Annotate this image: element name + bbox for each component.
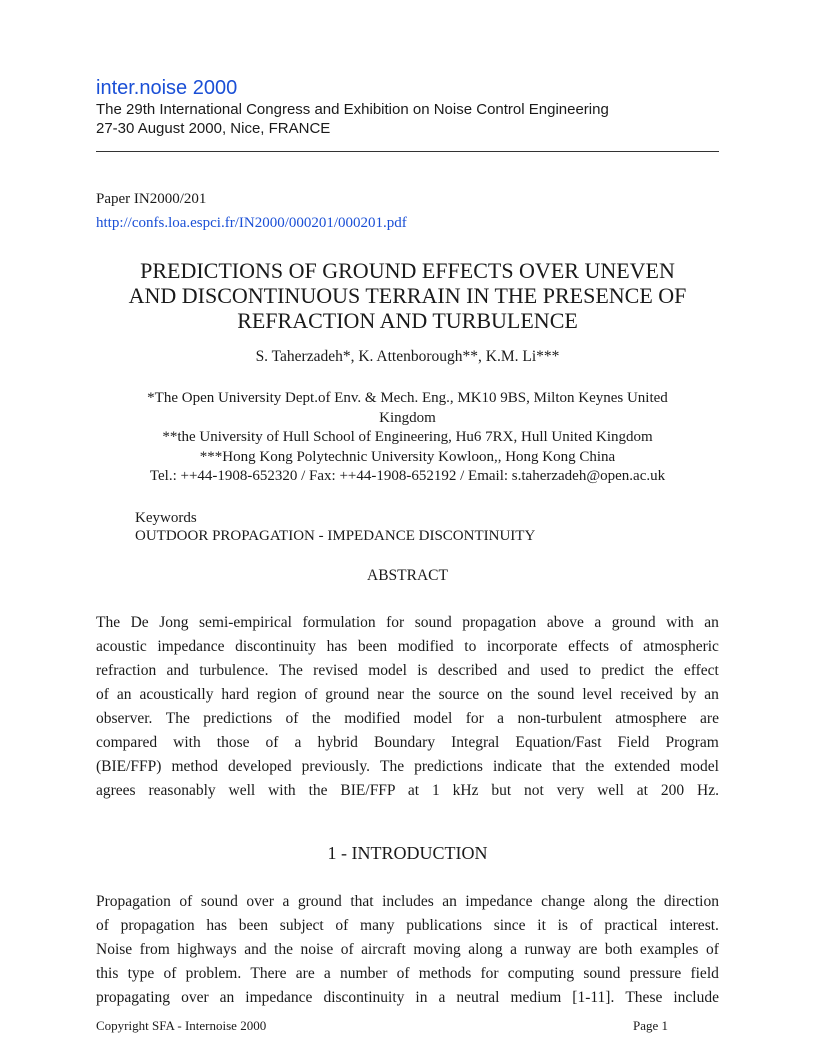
word: of <box>340 941 354 958</box>
word: Boundary <box>373 734 436 751</box>
word: the <box>311 710 331 727</box>
footer-page-number: Page 1 <box>632 1018 668 1033</box>
word: noise <box>300 941 334 958</box>
word: [1-11]. <box>572 989 615 1006</box>
word: method <box>171 758 218 775</box>
word: The <box>96 614 121 631</box>
title-line: PREDICTIONS OF GROUND EFFECTS OVER UNEVEN <box>140 258 675 283</box>
word: been <box>357 638 388 655</box>
word: and <box>166 662 189 679</box>
abstract-line: agrees reasonably well with the BIE/FFP at 1 kHz but not very well at 200 Hz. <box>96 782 719 799</box>
word: includes <box>382 893 434 910</box>
word: that <box>552 758 576 775</box>
conference-date-location: 27-30 August 2000, Nice, FRANCE <box>96 120 331 137</box>
word: along <box>593 893 628 910</box>
intro-line <box>96 914 719 938</box>
word: and <box>244 941 267 958</box>
word: field <box>690 965 719 982</box>
word: of <box>619 638 633 655</box>
word: turbulence. <box>199 662 269 679</box>
paper-url-link[interactable]: http://confs.loa.espci.fr/IN2000/000201/000201.pdf <box>96 215 407 231</box>
keywords-value: OUTDOOR PROPAGATION - IMPEDANCE DISCONTINUITY <box>135 528 536 544</box>
word: methods <box>418 965 472 982</box>
word: computing <box>507 965 575 982</box>
word: Jong <box>159 614 189 631</box>
word: a <box>438 989 446 1006</box>
word: is <box>417 662 428 679</box>
word: are <box>578 941 598 958</box>
affiliation-line: Tel.: ++44-1908-652320 / Fax: ++44-1908-652192 / Email: s.taherzadeh@open.ac.uk <box>149 468 666 484</box>
word: There <box>250 965 287 982</box>
word: model <box>413 710 453 727</box>
word: of <box>579 917 593 934</box>
word: has <box>326 638 348 655</box>
word: many <box>360 917 395 934</box>
word: neutral <box>456 989 500 1006</box>
word: The <box>379 758 405 775</box>
word: predictions <box>203 710 273 727</box>
word: above <box>546 614 584 631</box>
word: to <box>464 638 477 655</box>
word: of <box>96 686 109 703</box>
word: developed <box>227 758 292 775</box>
word: revised <box>313 662 358 679</box>
word: received <box>620 686 673 703</box>
word: change <box>541 893 585 910</box>
word: indicate <box>492 758 543 775</box>
word: previously. <box>301 758 370 775</box>
word: extended <box>614 758 671 775</box>
word: with <box>666 614 694 631</box>
word: medium <box>510 989 562 1006</box>
word: source <box>438 686 480 703</box>
word: aircraft <box>361 941 406 958</box>
word: discontinuity <box>235 638 317 655</box>
authors: S. Taherzadeh*, K. Attenborough**, K.M. Li*** <box>255 348 560 365</box>
word: incorporate <box>486 638 558 655</box>
word: problem. <box>185 965 242 982</box>
footer-copyright: Copyright SFA - Internoise 2000 <box>96 1018 267 1033</box>
word: effect <box>683 662 719 679</box>
word: to <box>578 662 591 679</box>
word: propagation <box>120 917 195 934</box>
word: moving <box>413 941 461 958</box>
word: impedance <box>157 638 225 655</box>
word: the <box>636 893 656 910</box>
word: sound <box>414 614 452 631</box>
word: that <box>350 893 374 910</box>
word: hard <box>221 686 249 703</box>
word: sound <box>583 965 621 982</box>
word: on <box>487 686 503 703</box>
word: and <box>507 662 530 679</box>
word: are <box>700 710 719 727</box>
word: is <box>557 917 568 934</box>
word: number <box>340 965 388 982</box>
word: formulation <box>302 614 376 631</box>
word: since <box>493 917 526 934</box>
header-divider <box>96 151 719 152</box>
word: of <box>163 965 177 982</box>
word: the <box>654 662 674 679</box>
word: model <box>680 758 719 775</box>
word: been <box>238 917 269 934</box>
word: direction <box>663 893 719 910</box>
word: predict <box>601 662 645 679</box>
word: observer. <box>96 710 153 727</box>
affiliation-line: *The Open University Dept.of Env. & Mech. Eng., MK10 9BS, Milton Keynes United <box>147 390 668 406</box>
word: the <box>411 686 431 703</box>
word: acoustically <box>139 686 214 703</box>
word: of <box>335 917 349 934</box>
word: a <box>323 965 331 982</box>
abstract-line <box>96 707 719 731</box>
word: for <box>386 614 405 631</box>
word: region <box>256 686 297 703</box>
word: level <box>582 686 613 703</box>
word: discontinuity <box>323 989 405 1006</box>
word: from <box>139 941 170 958</box>
word: are <box>295 965 315 982</box>
word: an <box>704 614 719 631</box>
word: of <box>304 686 318 703</box>
word: acoustic <box>96 638 147 655</box>
intro-line <box>96 986 719 1010</box>
paper-title <box>96 258 719 333</box>
word: an <box>442 893 457 910</box>
word: sound <box>537 686 575 703</box>
word: described <box>437 662 498 679</box>
abstract-line <box>96 755 719 779</box>
conference-name: inter.noise 2000 <box>96 77 238 99</box>
word: for <box>480 965 499 982</box>
word: this <box>96 965 119 982</box>
word: it <box>537 917 546 934</box>
word: an <box>219 989 235 1006</box>
word: refraction <box>96 662 157 679</box>
word: semi-empirical <box>198 614 292 631</box>
word: of <box>96 917 109 934</box>
intro-line <box>96 890 719 914</box>
affiliation-line: **the University of Hull School of Engineering, Hu6 7RX, Hull United Kingdom <box>162 429 653 445</box>
word: Propagation <box>96 893 171 910</box>
word: an <box>704 686 719 703</box>
word: a <box>497 710 505 727</box>
affiliation-line: ***Hong Kong Polytechnic University Kowloon,, Hong Kong China <box>199 448 616 465</box>
word: (BIE/FFP) <box>96 758 162 775</box>
word: impedance <box>245 989 313 1006</box>
word: the <box>585 758 605 775</box>
word: a <box>510 941 517 958</box>
affiliation-line: Kingdom <box>379 409 436 426</box>
word: interest. <box>669 917 719 934</box>
abstract-heading: ABSTRACT <box>367 567 448 584</box>
word: De <box>130 614 149 631</box>
word: those <box>216 734 250 751</box>
word: non-turbulent <box>517 710 602 727</box>
word: by <box>680 686 697 703</box>
word: predictions <box>414 758 483 775</box>
word: an <box>116 686 132 703</box>
word: of <box>396 965 410 982</box>
word: a <box>594 614 602 631</box>
word: examples <box>639 941 699 958</box>
word: effects <box>568 638 610 655</box>
word: subject <box>279 917 324 934</box>
word: ground <box>611 614 656 631</box>
word: impedance <box>465 893 533 910</box>
word: practical <box>604 917 658 934</box>
word: modified <box>344 710 401 727</box>
word: The <box>165 710 190 727</box>
word: of <box>285 710 299 727</box>
word: hybrid <box>317 734 358 751</box>
word: Field <box>617 734 650 751</box>
word: include <box>673 989 719 1006</box>
word: both <box>604 941 633 958</box>
word: Noise <box>96 941 133 958</box>
word: has <box>206 917 228 934</box>
word: a <box>282 893 290 910</box>
word: over <box>181 989 209 1006</box>
word: highways <box>177 941 237 958</box>
word: in <box>415 989 428 1006</box>
word: a <box>294 734 302 751</box>
word: of <box>705 941 719 958</box>
affiliations <box>96 389 719 487</box>
word: runway <box>524 941 571 958</box>
word: propagation <box>462 614 537 631</box>
word: compared <box>96 734 158 751</box>
word: for <box>465 710 484 727</box>
conference-subtitle: The 29th International Congress and Exhibition on Noise Control Engineering <box>96 101 609 118</box>
word: model <box>368 662 407 679</box>
paper-id: Paper IN2000/201 <box>96 191 207 207</box>
word: Integral <box>451 734 500 751</box>
intro-line <box>96 962 719 986</box>
word: atmospheric <box>643 638 719 655</box>
word: type <box>127 965 155 982</box>
keywords-label: Keywords <box>135 510 197 526</box>
word: the <box>510 686 530 703</box>
word: publications <box>406 917 482 934</box>
word: Program <box>665 734 719 751</box>
word: Equation/Fast <box>515 734 602 751</box>
abstract-line <box>96 659 719 683</box>
abstract-body <box>96 611 719 803</box>
word: These <box>625 989 663 1006</box>
word: modified <box>397 638 454 655</box>
word: atmosphere <box>615 710 687 727</box>
abstract-line <box>96 635 719 659</box>
word: used <box>540 662 569 679</box>
intro-line <box>96 938 719 962</box>
abstract-line <box>96 731 719 755</box>
word: The <box>278 662 303 679</box>
introduction-body <box>96 890 719 1010</box>
word: over <box>246 893 274 910</box>
word: pressure <box>629 965 682 982</box>
title-line: REFRACTION AND TURBULENCE <box>237 308 578 333</box>
abstract-line <box>96 683 719 707</box>
word: ground <box>297 893 342 910</box>
word: ground <box>325 686 370 703</box>
word: near <box>377 686 404 703</box>
abstract-line <box>96 611 719 635</box>
section-heading: 1 - INTRODUCTION <box>327 843 488 863</box>
word: propagating <box>96 989 171 1006</box>
word: the <box>274 941 293 958</box>
title-line: AND DISCONTINUOUS TERRAIN IN THE PRESENCE OF <box>128 283 687 308</box>
word: along <box>468 941 503 958</box>
word: with <box>173 734 201 751</box>
word: sound <box>200 893 238 910</box>
word: of <box>265 734 279 751</box>
word: of <box>179 893 193 910</box>
